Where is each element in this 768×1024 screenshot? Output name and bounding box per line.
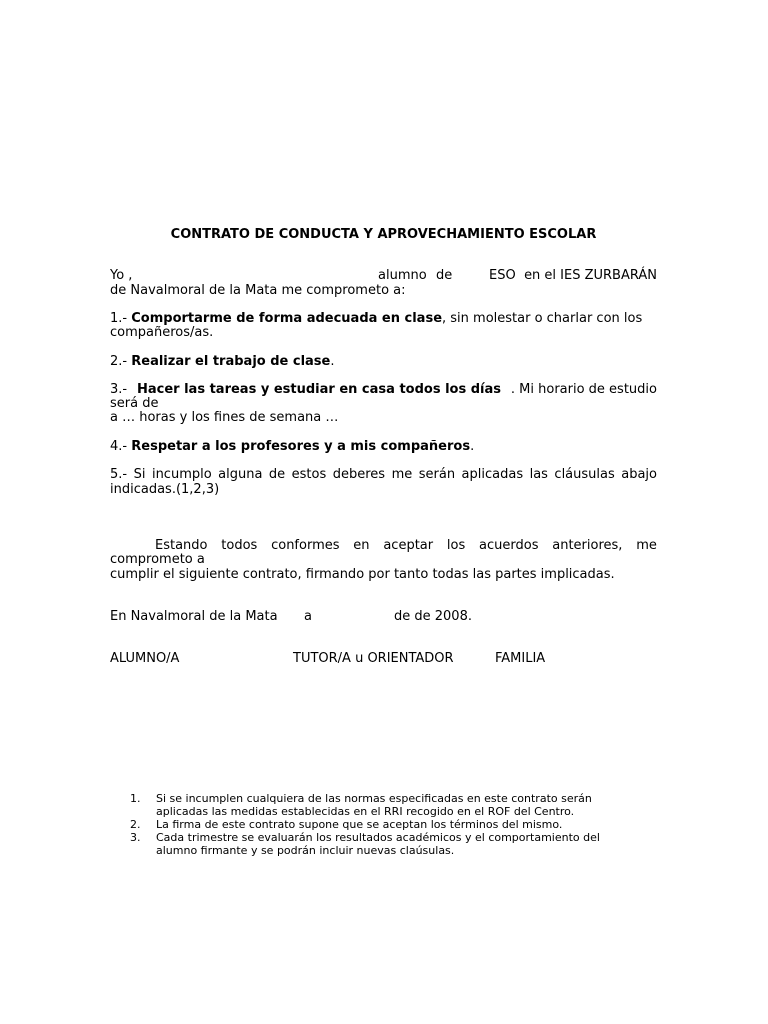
item-3-line3: a … horas y los fines de semana …	[110, 410, 339, 425]
item-5-line2: indicadas.(1,2,3)	[110, 482, 220, 497]
agreement-word: los	[446, 538, 466, 553]
item-5-word: de	[268, 467, 286, 482]
item-2-line	[110, 355, 335, 369]
agreement-word: Estando	[155, 538, 208, 553]
footnote-item	[130, 792, 650, 818]
item-3-bold-text: Hacer las tareas y estudiar en casa todos los días	[136, 382, 502, 397]
footnote-text: Si se incumplen cualquiera de las normas especificadas en este contrato serán	[156, 792, 592, 805]
item-1-number: 1.-	[110, 311, 128, 326]
agreement-line3: cumplir el siguiente contrato, firmando por tanto todas las partes implicadas.	[110, 567, 615, 582]
item-5-word: Si	[133, 467, 146, 482]
agreement-line1	[155, 539, 657, 553]
footnote-number: 1.	[130, 792, 141, 805]
item-2-bold-text: Realizar el trabajo de clase	[131, 354, 331, 369]
item-5-word: abajo	[621, 467, 657, 482]
footnote-text: La firma de este contrato supone que se aceptan los términos del mismo.	[156, 818, 563, 831]
item-4-bold-text: Respetar a los profesores y a mis compañeros	[131, 439, 471, 454]
date-text: de de 2008.	[394, 609, 472, 624]
agreement-word: anteriores,	[552, 538, 623, 553]
item-4-rest-text: .	[470, 439, 475, 454]
intro-alumno: alumno	[378, 268, 427, 283]
item-3-line2: será de	[110, 396, 159, 411]
date-a-text: a	[304, 609, 312, 624]
place-text: En Navalmoral de la Mata	[110, 609, 278, 624]
footnote-text: aplicadas las medidas establecidas en el RRI recogido en el ROF del Centro.	[156, 805, 575, 818]
intro-yo: Yo ,	[110, 268, 133, 283]
item-5-word: cláusulas	[554, 467, 615, 482]
item-3-rest-text: . Mi horario de estudio	[510, 382, 657, 397]
agreement-word: acuerdos	[479, 538, 539, 553]
agreement-word: todos	[221, 538, 258, 553]
item-5-word: estos	[291, 467, 327, 482]
item-5-word: incumplo	[151, 467, 212, 482]
footnote-text: alumno firmante y se podrán incluir nuevas claúsulas.	[156, 844, 455, 857]
agreement-word: conformes	[271, 538, 340, 553]
intro-ies: en el IES ZURBARÁN	[524, 268, 657, 283]
signature-student: ALUMNO/A	[110, 651, 180, 666]
agreement-word: me	[636, 538, 657, 553]
footnote-number: 3.	[130, 831, 141, 844]
item-4-number: 4.-	[110, 439, 128, 454]
intro-line2: de Navalmoral de la Mata me comprometo a:	[110, 283, 406, 298]
footnote-item	[130, 831, 650, 857]
footnote-text: Cada trimestre se evaluarán los resultados académicos y el comportamiento del	[156, 831, 600, 844]
agreement-line2: comprometo a	[110, 552, 205, 567]
footnote-number: 2.	[130, 818, 141, 831]
item-5-number: 5.-	[110, 467, 128, 482]
item-1-line2: compañeros/as.	[110, 325, 214, 340]
item-5-word: serán	[418, 467, 456, 482]
item-1-bold-text: Comportarme de forma adecuada en clase	[131, 311, 443, 326]
item-5-word: alguna	[218, 467, 263, 482]
item-5-line1	[110, 468, 657, 482]
item-3-number: 3.-	[110, 382, 128, 397]
item-5-word: deberes	[332, 467, 386, 482]
item-3-line1	[110, 383, 657, 397]
document-title: CONTRATO DE CONDUCTA Y APROVECHAMIENTO ESCOLAR	[170, 227, 597, 242]
item-5-word: me	[391, 467, 413, 482]
intro-eso: ESO	[489, 268, 516, 283]
item-2-number: 2.-	[110, 354, 128, 369]
agreement-word: en	[353, 538, 370, 553]
item-5-word: aplicadas	[461, 467, 524, 482]
item-2-rest-text: .	[330, 354, 335, 369]
item-1-rest-text: , sin molestar o charlar con los	[442, 311, 643, 326]
item-4-line	[110, 440, 474, 454]
footnote-item	[130, 818, 650, 831]
footnotes-list	[130, 792, 650, 857]
signature-family: FAMILIA	[495, 651, 546, 666]
item-5-word: las	[529, 467, 548, 482]
agreement-word: aceptar	[383, 538, 434, 553]
intro-de: de	[436, 268, 453, 283]
signature-tutor: TUTOR/A u ORIENTADOR	[293, 651, 454, 666]
item-1-line1	[110, 312, 642, 326]
